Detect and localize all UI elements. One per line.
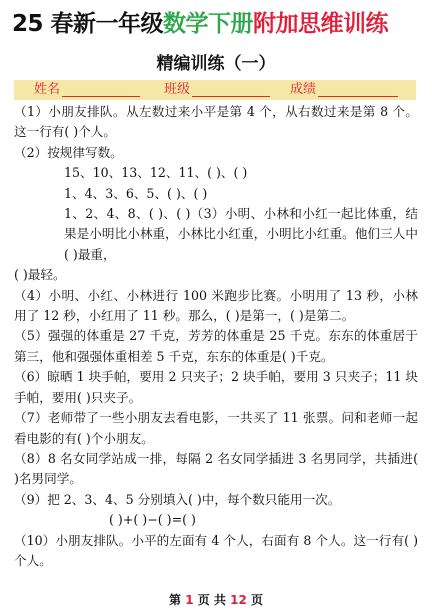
total-page-count: 12 — [230, 593, 247, 607]
question-list — [14, 102, 418, 571]
title-part-grade: 25 春新一年级 — [12, 11, 164, 37]
footer-suffix: 页 — [251, 593, 264, 607]
question-4: （4）小明、小红、小林进行 100 米跑步比赛。小明用了 13 秒，小林用了 12 秒，小红用了 11 秒。那么，( )是第一，( )是第二。 — [14, 287, 418, 324]
question-2-sequence-3-and-question-3: 1、2、4、8、( )、( )（3）小明、小林和小红一起比体重，结果是小明比小林重，小林比小红重，小明比小红重。他们三人中( )最重， — [64, 206, 418, 262]
question-7: （7）老师带了一些小朋友去看电影，一共买了 11 张票。问和老师一起看电影的有( )个小朋友。 — [14, 410, 418, 446]
question-1: （1）小朋友排队。从左数过来小平是第 4 个，从右数过来是第 8 个。这一行有( )个人。 — [14, 104, 418, 140]
score-blank-line — [318, 96, 398, 97]
question-10: （10）小朋友排队。小平的左面有 4 个人，右面有 8 个人。这一行有( )个人。 — [14, 532, 418, 568]
name-label: 姓名 — [34, 82, 61, 97]
page-footer — [0, 592, 432, 608]
footer-prefix: 第 — [168, 593, 181, 607]
name-blank-line — [62, 96, 140, 97]
title-part-subject: 数学下册 — [163, 11, 254, 37]
question-8: （8）8 名女同学站成一排，每隔 2 名女同学插进 3 名男同学，共插进( )名男同学。 — [14, 450, 418, 487]
question-6: （6）晾晒 1 块手帕，要用 2 只夹子；2 块手帕，要用 3 只夹子；11 块手帕，要用( )只夹子。 — [14, 369, 418, 405]
question-2-sequence-1: 15、10、13、12、11、( )、( ) — [64, 165, 248, 181]
class-blank-line — [192, 96, 270, 97]
title-part-training: 附加思维训练 — [253, 11, 389, 37]
score-label: 成绩 — [290, 82, 317, 97]
question-2-title: （2）按规律写数。 — [14, 144, 123, 160]
footer-middle: 页 共 — [197, 593, 226, 607]
question-9: （9）把 2、3、4、5 分别填入( )中，每个数只能用一次。 — [14, 491, 341, 507]
question-5: （5）强强的体重是 27 千克，芳芳的体重是 25 千克。东东的体重居于第三，他和强强体重相差 5 千克，东东的体重是( )千克。 — [14, 328, 418, 364]
class-label: 班级 — [164, 82, 191, 97]
worksheet-subtitle: 精编训练（一） — [156, 54, 276, 74]
question-9-equation: ( )+( )−( )=( ) — [109, 512, 196, 528]
student-info-bar — [14, 80, 416, 100]
question-3-tail: ( )最轻。 — [14, 267, 66, 283]
current-page-number: 1 — [185, 593, 194, 607]
question-2-sequence-2: 1、4、3、6、5、( )、( ) — [64, 185, 208, 201]
worksheet-title — [12, 8, 422, 40]
